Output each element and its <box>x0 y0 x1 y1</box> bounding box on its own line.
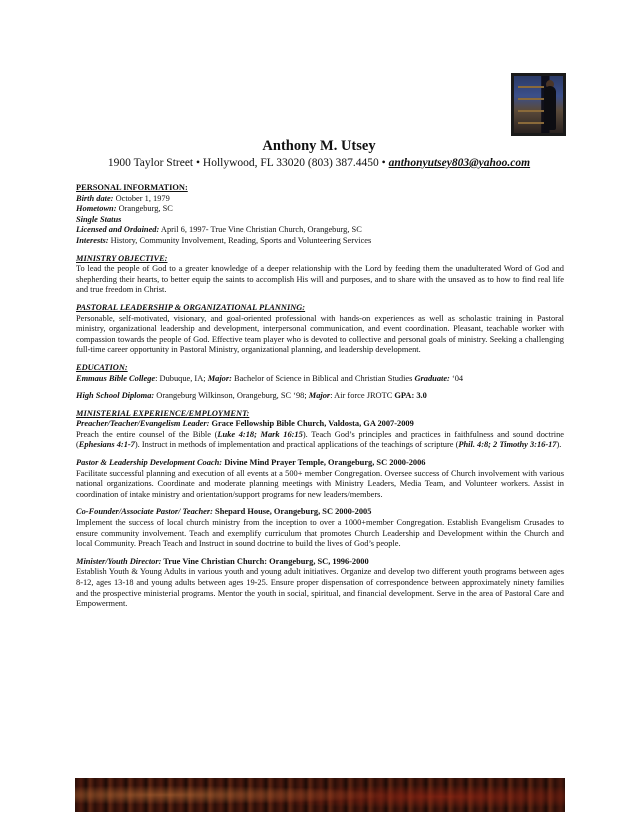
scripture-ref: Luke 4:18; Mark 16:15 <box>217 429 303 439</box>
job-entry <box>76 557 564 610</box>
licensed-label: Licensed and Ordained: <box>76 225 160 235</box>
scripture-ref: Phil. 4:8; 2 Timothy 3:16-17 <box>458 440 557 450</box>
job-org: True Vine Christian Church: Orangeburg, SC, 1996-2000 <box>161 556 369 566</box>
high-school-label: High School Diploma: <box>76 391 155 401</box>
resume-body <box>76 183 564 610</box>
college-location: : Dubuque, IA; <box>155 373 208 383</box>
job-role: Minister/Youth Director: <box>76 556 162 566</box>
job-entry <box>76 458 564 500</box>
job-description <box>76 430 564 451</box>
job-description: Implement the success of local church ministry from the inception to over a 1000+member Congregation. Establish Evangelism Crusades to ensure community involvement. Teach and exemplify curriculum that promotes Church Leadership and Development within the Church and local Community. Preach Teach and Instruct in sound doctrine to build the lives of God’s people. <box>76 518 564 549</box>
interests-label: Interests: <box>76 235 109 245</box>
personal-info-title: PERSONAL INFORMATION: <box>76 183 188 192</box>
hometown-value: Orangeburg, SC <box>116 204 173 214</box>
job-entry <box>76 419 564 451</box>
college-label: Emmaus Bible College <box>76 373 156 383</box>
objective-text: To lead the people of God to a greater knowledge of a deeper relationship with the Lord by feeding them the unadulterated Word of God and shepherding their hearts, to better equip the saints to accomplish His will and purposes, and to share with the unsaved as to how to find real life and true freedom in Christ. <box>76 264 564 295</box>
hometown-label: Hometown: <box>76 204 117 214</box>
job-description: Facilitate successful planning and execution of all events at a 500+ member Congregation. Oversee success of Church involvement with various national organizations. Coordinate and moderate planning meetings with Ministry Leaders, Media Team, and Volunteer workers. Assist in coordination of intake ministry and orientation/support programs for new leaders/members. <box>76 468 564 499</box>
birth-date-label: Birth date: <box>76 193 114 203</box>
job-text: ). Teach God’s principles and practices in faithfulness and sound doctrine ( <box>76 429 564 450</box>
footer-banner-image <box>75 778 565 812</box>
job-org: Grace Fellowship Bible Church, Valdosta, GA 2007-2009 <box>209 419 414 429</box>
scripture-ref: Ephesians 4:1-7 <box>78 440 135 450</box>
leadership-text: Personable, self-motivated, visionary, and goal-oriented professional with hands-on experiences as well as scholastic training in Pastoral ministry, organizational leadership and development, interpersonal communication, and event coordination. Pleasant, teachable worker with compassion towards the people of God. Effective team player who is devoted to collective and personal goals of ministry. Seeking a challenging full-time career opportunity in Pastoral Ministry, organizational planning, and leadership development. <box>76 313 564 355</box>
experience-title: MINISTERIAL EXPERIENCE/EMPLOYMENT: <box>76 408 250 418</box>
job-role: Co-Founder/Associate Pastor/ Teacher: <box>76 507 213 517</box>
contact-line <box>0 157 638 169</box>
profile-photo <box>511 73 566 136</box>
major-label: Major: <box>207 373 232 383</box>
job-text: ). <box>556 440 562 450</box>
hs-major-value: : Air force JROTC <box>330 391 395 401</box>
address-text: 1900 Taylor Street • Hollywood, FL 33020 (803) 387.4450 • <box>107 157 389 169</box>
email-link[interactable]: anthonyutsey803@yahoo.com <box>388 157 531 169</box>
objective-title: MINISTRY OBJECTIVE: <box>76 253 168 263</box>
job-text: ). Instruct in methods of implementation and practical applications of the teachings of scripture ( <box>134 440 459 450</box>
high-school-value: Orangeburg Wilkinson, Orangeburg, SC ‘98; <box>154 391 309 401</box>
job-role: Preacher/Teacher/Evangelism Leader: <box>76 419 210 429</box>
job-entry <box>76 507 564 549</box>
interests-value: History, Community Involvement, Reading, Sports and Volunteering Services <box>108 235 372 245</box>
graduate-value: ‘04 <box>449 373 464 383</box>
major-value: Bachelor of Science in Biblical and Christian Studies <box>231 373 415 383</box>
job-description: Establish Youth & Young Adults in various youth and young adult initiatives. Organize and develop two different youth programs between ages 8-12, ages 13-18 and young adults between ages 19-25. Ensure proper dispensation of correspondence between approximately ninety families and the prospective ministerial programs. Mentor the youth in social, spiritual, and financial development. Serve in the area of Pastoral Care and Empowerment. <box>76 567 564 609</box>
job-org: Divine Mind Prayer Temple, Orangeburg, SC 2000-2006 <box>222 458 426 468</box>
job-org: Shepard House, Orangeburg, SC 2000-2005 <box>212 507 372 517</box>
education-title: EDUCATION: <box>76 362 128 372</box>
gpa-value: GPA: 3.0 <box>394 391 427 401</box>
job-text: Preach the entire counsel of the Bible ( <box>76 429 218 439</box>
graduate-label: Graduate: <box>414 373 450 383</box>
status-label: Single Status <box>76 214 122 224</box>
birth-date-value: October 1, 1979 <box>113 193 170 203</box>
resume-name: Anthony M. Utsey <box>262 138 376 154</box>
leadership-title: PASTORAL LEADERSHIP & ORGANIZATIONAL PLANNING: <box>76 302 306 312</box>
hs-major-label: Major <box>308 391 331 401</box>
job-role: Pastor & Leadership Development Coach: <box>76 458 223 468</box>
licensed-value: April 6, 1997- True Vine Christian Church, Orangeburg, SC <box>159 225 362 235</box>
